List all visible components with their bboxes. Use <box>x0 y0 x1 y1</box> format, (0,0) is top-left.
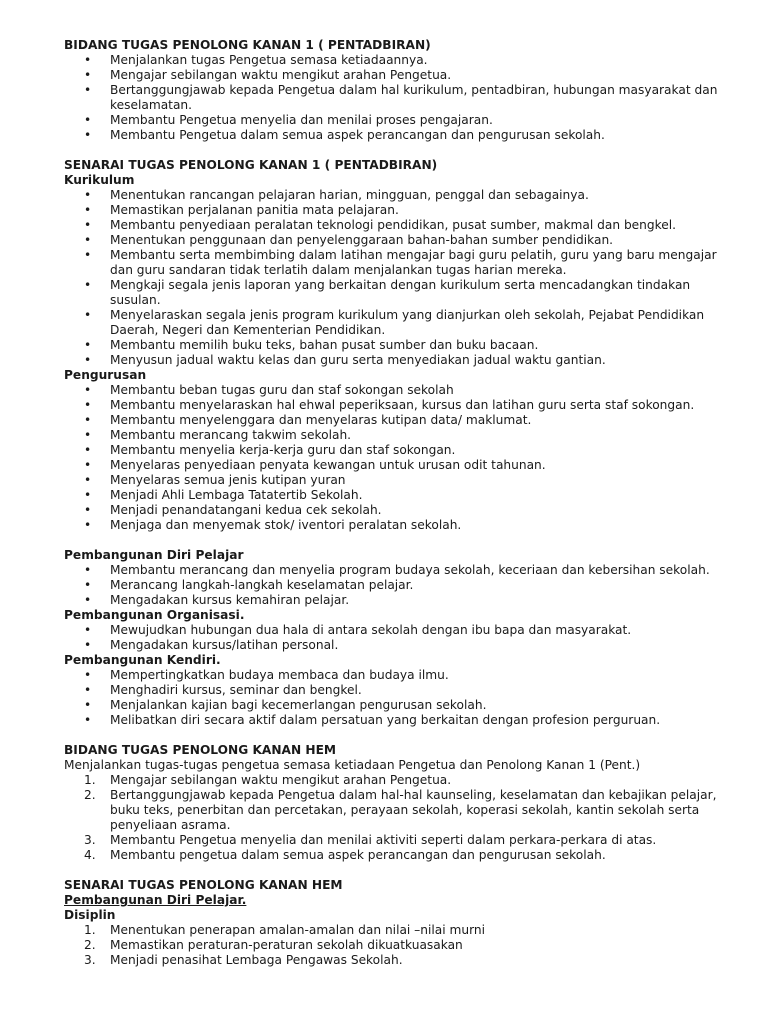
group-heading: Pengurusan <box>64 368 147 382</box>
list-item <box>64 473 728 488</box>
list-item-text: Mewujudkan hubungan dua hala di antara sekolah dengan ibu bapa dan masyarakat. <box>110 623 632 637</box>
list-number: 3. <box>84 833 96 847</box>
numbered-list <box>64 773 728 863</box>
list-item <box>64 83 728 113</box>
list-item <box>64 443 728 458</box>
list-item <box>64 248 728 278</box>
list-item <box>64 128 728 143</box>
list-item <box>64 563 728 578</box>
list-item <box>64 278 728 308</box>
list-item-text: Membantu merancang dan menyelia program budaya sekolah, keceriaan dan kebersihan sekolah. <box>110 563 710 577</box>
group-heading: Pembangunan Kendiri. <box>64 653 221 667</box>
list-item-text: Memastikan peraturan-peraturan sekolah dikuatkuasakan <box>110 938 463 952</box>
list-item-text: Bertanggungjawab kepada Pengetua dalam hal-hal kaunseling, keselamatan dan kebajikan pelajar, buku teks, penerbitan dan percetakan, perayaan sekolah, koperasi sekolah, kantin sekolah serta penyeliaan asrama. <box>110 788 717 832</box>
list-item <box>64 938 728 953</box>
list-item-text: Membantu Pengetua dalam semua aspek perancangan dan pengurusan sekolah. <box>110 128 605 142</box>
list-number: 2. <box>84 788 96 802</box>
list-number: 1. <box>84 773 96 787</box>
list-item <box>64 668 728 683</box>
section-intro: Menjalankan tugas-tugas pengetua semasa ketiadaan Pengetua dan Penolong Kanan 1 (Pent.) <box>64 758 641 772</box>
list-item <box>64 338 728 353</box>
list-item <box>64 698 728 713</box>
list-item-text: Membantu Pengetua menyelia dan menilai proses pengajaran. <box>110 113 493 127</box>
list-item-text: Menjadi Ahli Lembaga Tatatertib Sekolah. <box>110 488 363 502</box>
section-spacer <box>64 863 728 878</box>
group-heading: Disiplin <box>64 908 116 922</box>
list-item-text: Menjalankan tugas Pengetua semasa ketiadaannya. <box>110 53 428 67</box>
list-item-text: Menentukan penerapan amalan-amalan dan nilai –nilai murni <box>110 923 486 937</box>
section-subtitle: Pembangunan Diri Pelajar. <box>64 893 247 907</box>
bullet-list <box>64 668 728 728</box>
list-item-text: Membantu menyelia kerja-kerja guru dan staf sokongan. <box>110 443 456 457</box>
bullet-list <box>64 563 728 608</box>
list-item <box>64 833 728 848</box>
list-item-text: Menjaga dan menyemak stok/ iventori peralatan sekolah. <box>110 518 462 532</box>
list-item-text: Menyusun jadual waktu kelas dan guru serta menyediakan jadual waktu gantian. <box>110 353 606 367</box>
list-item-text: Menjadi penandatangani kedua cek sekolah. <box>110 503 382 517</box>
list-item <box>64 458 728 473</box>
list-item <box>64 638 728 653</box>
section-title: SENARAI TUGAS PENOLONG KANAN HEM <box>64 878 343 892</box>
numbered-list <box>64 923 728 968</box>
list-item <box>64 68 728 83</box>
list-item <box>64 848 728 863</box>
list-item-text: Memastikan perjalanan panitia mata pelajaran. <box>110 203 399 217</box>
list-item-text: Membantu Pengetua menyelia dan menilai aktiviti seperti dalam perkara-perkara di atas. <box>110 833 657 847</box>
list-item <box>64 53 728 68</box>
list-item <box>64 923 728 938</box>
list-item-text: Menyelaras semua jenis kutipan yuran <box>110 473 346 487</box>
bullet-list <box>64 383 728 533</box>
list-item-text: Membantu serta membimbing dalam latihan mengajar bagi guru pelatih, guru yang baru mengajar dan guru sandaran tidak terlatih dalam menjalankan tugas harian mereka. <box>110 248 717 277</box>
list-item <box>64 113 728 128</box>
section-spacer <box>64 143 728 158</box>
list-item <box>64 578 728 593</box>
list-item-text: Membantu beban tugas guru dan staf sokongan sekolah <box>110 383 454 397</box>
list-item <box>64 203 728 218</box>
list-item-text: Membantu merancang takwim sekolah. <box>110 428 352 442</box>
list-item-text: Mengkaji segala jenis laporan yang berkaitan dengan kurikulum serta mencadangkan tindakan susulan. <box>110 278 691 307</box>
list-item-text: Membantu menyelaraskan hal ehwal peperiksaan, kursus dan latihan guru serta staf sokongan. <box>110 398 695 412</box>
list-item <box>64 398 728 413</box>
list-number: 4. <box>84 848 96 862</box>
list-item-text: Mengajar sebilangan waktu mengikut arahan Pengetua. <box>110 68 452 82</box>
list-item <box>64 593 728 608</box>
list-item <box>64 188 728 203</box>
list-item <box>64 488 728 503</box>
list-number: 3. <box>84 953 96 967</box>
list-item <box>64 683 728 698</box>
list-item <box>64 953 728 968</box>
list-item <box>64 383 728 398</box>
list-item <box>64 233 728 248</box>
list-item-text: Membantu pengetua dalam semua aspek perancangan dan pengurusan sekolah. <box>110 848 606 862</box>
list-item-text: Menyelaras penyediaan penyata kewangan untuk urusan odit tahunan. <box>110 458 546 472</box>
list-item-text: Mengadakan kursus kemahiran pelajar. <box>110 593 350 607</box>
list-item-text: Melibatkan diri secara aktif dalam persatuan yang berkaitan dengan profesion perguruan. <box>110 713 661 727</box>
list-item-text: Menyelaraskan segala jenis program kurikulum yang dianjurkan oleh sekolah, Pejabat Pendidikan Daerah, Negeri dan Kementerian Pendidikan. <box>110 308 705 337</box>
list-item <box>64 503 728 518</box>
list-item <box>64 788 728 833</box>
bullet-list <box>64 53 728 143</box>
list-item-text: Membantu memilih buku teks, bahan pusat sumber dan buku bacaan. <box>110 338 539 352</box>
section-title: BIDANG TUGAS PENOLONG KANAN 1 ( PENTADBIRAN) <box>64 38 431 52</box>
section-title: SENARAI TUGAS PENOLONG KANAN 1 ( PENTADBIRAN) <box>64 158 438 172</box>
list-item <box>64 713 728 728</box>
list-item-text: Menghadiri kursus, seminar dan bengkel. <box>110 683 362 697</box>
list-item <box>64 353 728 368</box>
list-item <box>64 623 728 638</box>
bullet-list <box>64 188 728 368</box>
section-spacer <box>64 533 728 548</box>
group-heading: Pembangunan Organisasi. <box>64 608 245 622</box>
list-item <box>64 413 728 428</box>
list-item <box>64 773 728 788</box>
list-item-text: Menentukan penggunaan dan penyelenggaraan bahan-bahan sumber pendidikan. <box>110 233 614 247</box>
group-heading: Kurikulum <box>64 173 135 187</box>
list-item-text: Bertanggungjawab kepada Pengetua dalam hal kurikulum, pentadbiran, hubungan masyarakat dan keselamatan. <box>110 83 718 112</box>
section-spacer <box>64 728 728 743</box>
list-item <box>64 218 728 233</box>
list-item-text: Menentukan rancangan pelajaran harian, mingguan, penggal dan sebagainya. <box>110 188 589 202</box>
section-title: BIDANG TUGAS PENOLONG KANAN HEM <box>64 743 337 757</box>
list-item-text: Merancang langkah-langkah keselamatan pelajar. <box>110 578 414 592</box>
list-item-text: Menjadi penasihat Lembaga Pengawas Sekolah. <box>110 953 403 967</box>
list-number: 2. <box>84 938 96 952</box>
list-item-text: Mengadakan kursus/latihan personal. <box>110 638 339 652</box>
list-number: 1. <box>84 923 96 937</box>
list-item <box>64 428 728 443</box>
list-item-text: Mengajar sebilangan waktu mengikut arahan Pengetua. <box>110 773 452 787</box>
list-item-text: Mempertingkatkan budaya membaca dan budaya ilmu. <box>110 668 449 682</box>
bullet-list <box>64 623 728 653</box>
list-item <box>64 308 728 338</box>
group-heading: Pembangunan Diri Pelajar <box>64 548 244 562</box>
list-item-text: Menjalankan kajian bagi kecemerlangan pengurusan sekolah. <box>110 698 487 712</box>
list-item-text: Membantu menyelenggara dan menyelaras kutipan data/ maklumat. <box>110 413 532 427</box>
list-item-text: Membantu penyediaan peralatan teknologi pendidikan, pusat sumber, makmal dan bengkel. <box>110 218 677 232</box>
list-item <box>64 518 728 533</box>
